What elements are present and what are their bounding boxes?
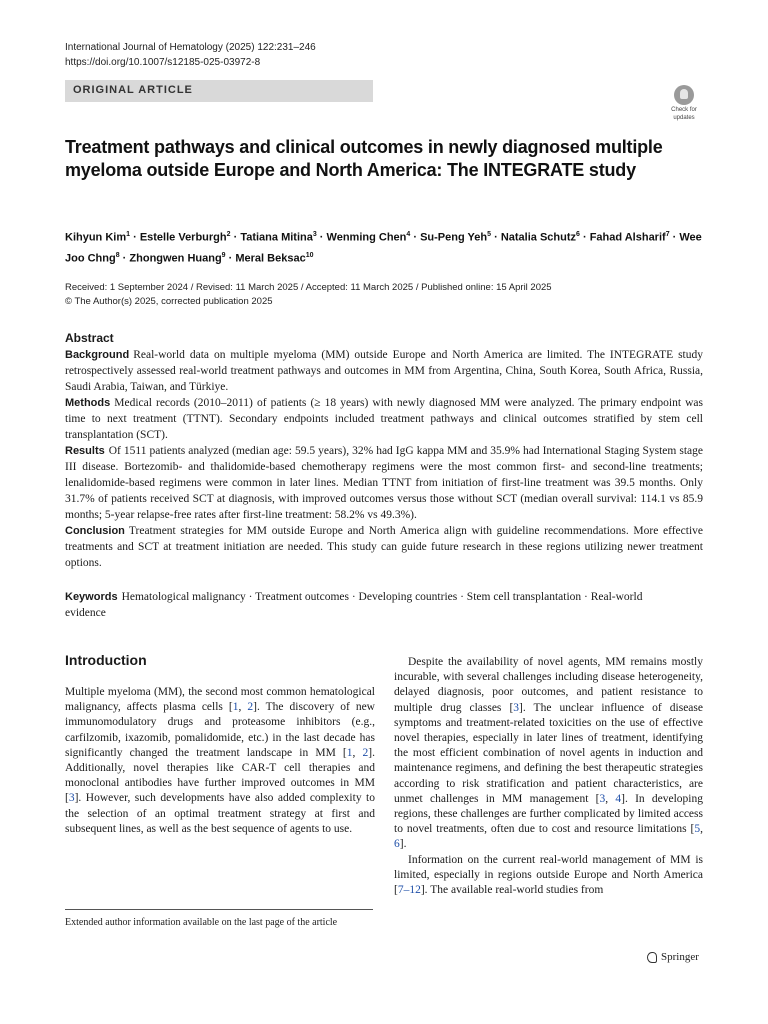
author-affiliation-number: 3 [312,231,317,238]
introduction-heading: Introduction [65,652,147,668]
author-name[interactable]: Fahad Alsharif [589,231,666,244]
author-affiliation-number: 6 [576,231,580,238]
publication-dates [65,281,715,309]
author-separator: · [225,252,236,265]
publisher-name: Springer [661,951,699,963]
author-affiliation-number: 4 [406,231,411,238]
citation-link[interactable]: 3 [68,792,75,805]
article-title: Treatment pathways and clinical outcomes in newly diagnosed multiple myeloma outside Europe and North America: The INTEGRATE study [65,137,663,180]
abstract [65,330,703,571]
conclusion-label: Conclusion [65,525,125,537]
abstract-conclusion [65,523,703,571]
abstract-background [65,347,703,395]
keywords-label: Keywords [65,591,118,603]
keywords-text: Hematological malignancy · Treatment outcomes · Developing countries · Stem cell transplantation · Real-world evidence [65,591,643,619]
background-label: Background [65,349,130,361]
author-name[interactable]: Su-Peng Yeh [420,231,488,244]
history-dates: Received: 1 September 2024 / Revised: 11 March 2025 / Accepted: 11 March 2025 / Published online: 15 April 2025 [65,282,552,293]
abstract-results [65,443,703,523]
results-text: Of 1511 patients analyzed (median age: 59.5 years), 32% had IgG kappa MM and 35.9% had International Staging System stage III disease. Bortezomib- and thalidomide-based chemotherapy regimens were the most common first- and second-line treatments; lenalidomide-based regimens were common in later lines. Median TTNT from initiation of first-line treatment was 39.5 months. Only 31.7% of patients received SCT at diagnosis, with improved outcomes versus those without SCT (median overall survival: 114.1 vs 85.9 months; 5-year relapse-free rates after first-line treatment: 58.2% vs 49.3%). [65,445,703,521]
journal-citation: International Journal of Hematology (2025) 122:231–246 [65,42,316,53]
author-affiliation-number: 8 [115,251,120,259]
intro-paragraph-3: Information on the current real-world management of MM is limited, especially in regions outside Europe and North America [7–12]. The available real-world studies from [394,853,703,897]
citation-link[interactable]: 1 [232,701,239,714]
article-type-label: ORIGINAL ARTICLE [73,84,193,96]
journal-header [65,40,316,70]
right-column [394,655,703,898]
author-name[interactable]: Estelle Verburgh [139,231,227,244]
article-type-bar [65,80,373,102]
intro-paragraph-1: Multiple myeloma (MM), the second most common hematological malignancy, affects plasma cells [1, 2]. The discovery of new immunomodulatory drugs and proteasome inhibitors (e.g., carfilzomib, ixazomib, pomalidomide, etc.) in the last decade has significantly changed the treatment landscape in MM [1, 2]. Additionally, novel therapies like CAR-T cell therapies and monoclonal antibodies have further improved outcomes in MM [3]. However, such developments have also added complexity to the selection of an optimal treatment strategy at first and subsequent lines, as well as the best sequence of agents to use. [65,686,376,835]
left-column [65,651,375,837]
author-separator: · [316,231,327,244]
citation-link[interactable]: 5 [694,823,701,836]
author-name[interactable]: Kihyun Kim [65,231,127,244]
author-affiliation-number: 7 [665,231,670,238]
methods-label: Methods [65,397,111,409]
check-for-updates-icon [674,85,694,105]
background-text: Real-world data on multiple myeloma (MM) outside Europe and North America are limited. The INTEGRATE study retrospectively assessed real-world treatment pathways and outcomes in MM from Argentina, China, South Korea, South Africa, Russia, Saudi Arabia, Taiwan, and Türkiye. [65,349,703,393]
check-for-updates-badge[interactable] [665,84,703,124]
author-name[interactable]: Zhongwen Huang [129,252,222,265]
author-separator: · [130,231,140,244]
author-affiliation-number: 5 [487,231,492,238]
author-name[interactable]: Meral Beksac [235,252,306,265]
citation-link[interactable]: 7–12 [397,884,421,897]
check-updates-line1: Check for [671,107,697,113]
author-name[interactable]: Wenming Chen [326,231,407,244]
author-affiliation-number: 10 [305,251,314,259]
citation-link[interactable]: 4 [615,792,622,805]
author-name[interactable]: Natalia Schutz [500,231,576,244]
author-info-footnote: Extended author information available on the last page of the article [65,917,338,928]
citation-link[interactable]: 2 [362,746,369,759]
author-affiliation-number: 9 [221,251,226,259]
conclusion-text: Treatment strategies for MM outside Europe and North America align with guideline recommendations. More effective treatments and SCT at treatment initiation are needed. This study can guide future research in these regions utilizing newer treatment options. [65,525,703,569]
author-separator: · [579,231,590,244]
author-name[interactable]: Wee Joo Chng [65,231,702,265]
footnote-divider [65,909,373,910]
author-name[interactable]: Tatiana Mitina [240,231,313,244]
doi-link[interactable]: https://doi.org/10.1007/s12185-025-03972-8 [65,57,261,68]
author-list [65,226,715,267]
copyright-line: © The Author(s) 2025, corrected publication 2025 [65,296,273,307]
citation-link[interactable]: 2 [247,701,254,714]
abstract-methods [65,395,703,443]
author-separator: · [230,231,241,244]
intro-paragraph-2: Despite the availability of novel agents, MM remains mostly incurable, with several challenges including disease heterogeneity, delayed diagnosis, poor outcomes, and patient resistance to multiple drug classes [3]. The unclear influence of disease symptoms and treatment-related toxicities on the use of effective novel therapies, especially in later lines of treatment, identifying the most efficient combination of novel agents in induction and maintenance regimens, and defining the best therapeutic strategies according to risk stratification and patient characteristics, are unmet challenges in MM management [3, 4]. In developing regions, these challenges are further complicated by limited access to novel treatments, often due to cost and resource limitations [5, 6]. [394,656,703,851]
author-separator: · [491,231,501,244]
springer-horse-icon [646,951,657,963]
abstract-heading: Abstract [65,331,114,345]
keywords [65,589,685,621]
citation-link[interactable]: 3 [599,792,606,805]
check-updates-line2: updates [673,115,695,121]
citation-link[interactable]: 1 [346,746,353,759]
author-separator: · [669,231,680,244]
results-label: Results [65,445,105,457]
author-separator: · [410,231,421,244]
author-affiliation-number: 2 [226,231,231,238]
citation-link[interactable]: 3 [513,701,520,714]
author-separator: · [119,252,130,265]
methods-text: Medical records (2010–2011) of patients (≥ 18 years) with newly diagnosed MM were analyzed. The primary endpoint was time to next treatment (TTNT). Secondary endpoints included treatment pathways and clinical outcomes stratified by stem cell transplantation (SCT). [65,397,703,441]
publisher-logo [646,951,699,963]
citation-link[interactable]: 6 [394,838,400,851]
author-affiliation-number: 1 [126,231,131,238]
